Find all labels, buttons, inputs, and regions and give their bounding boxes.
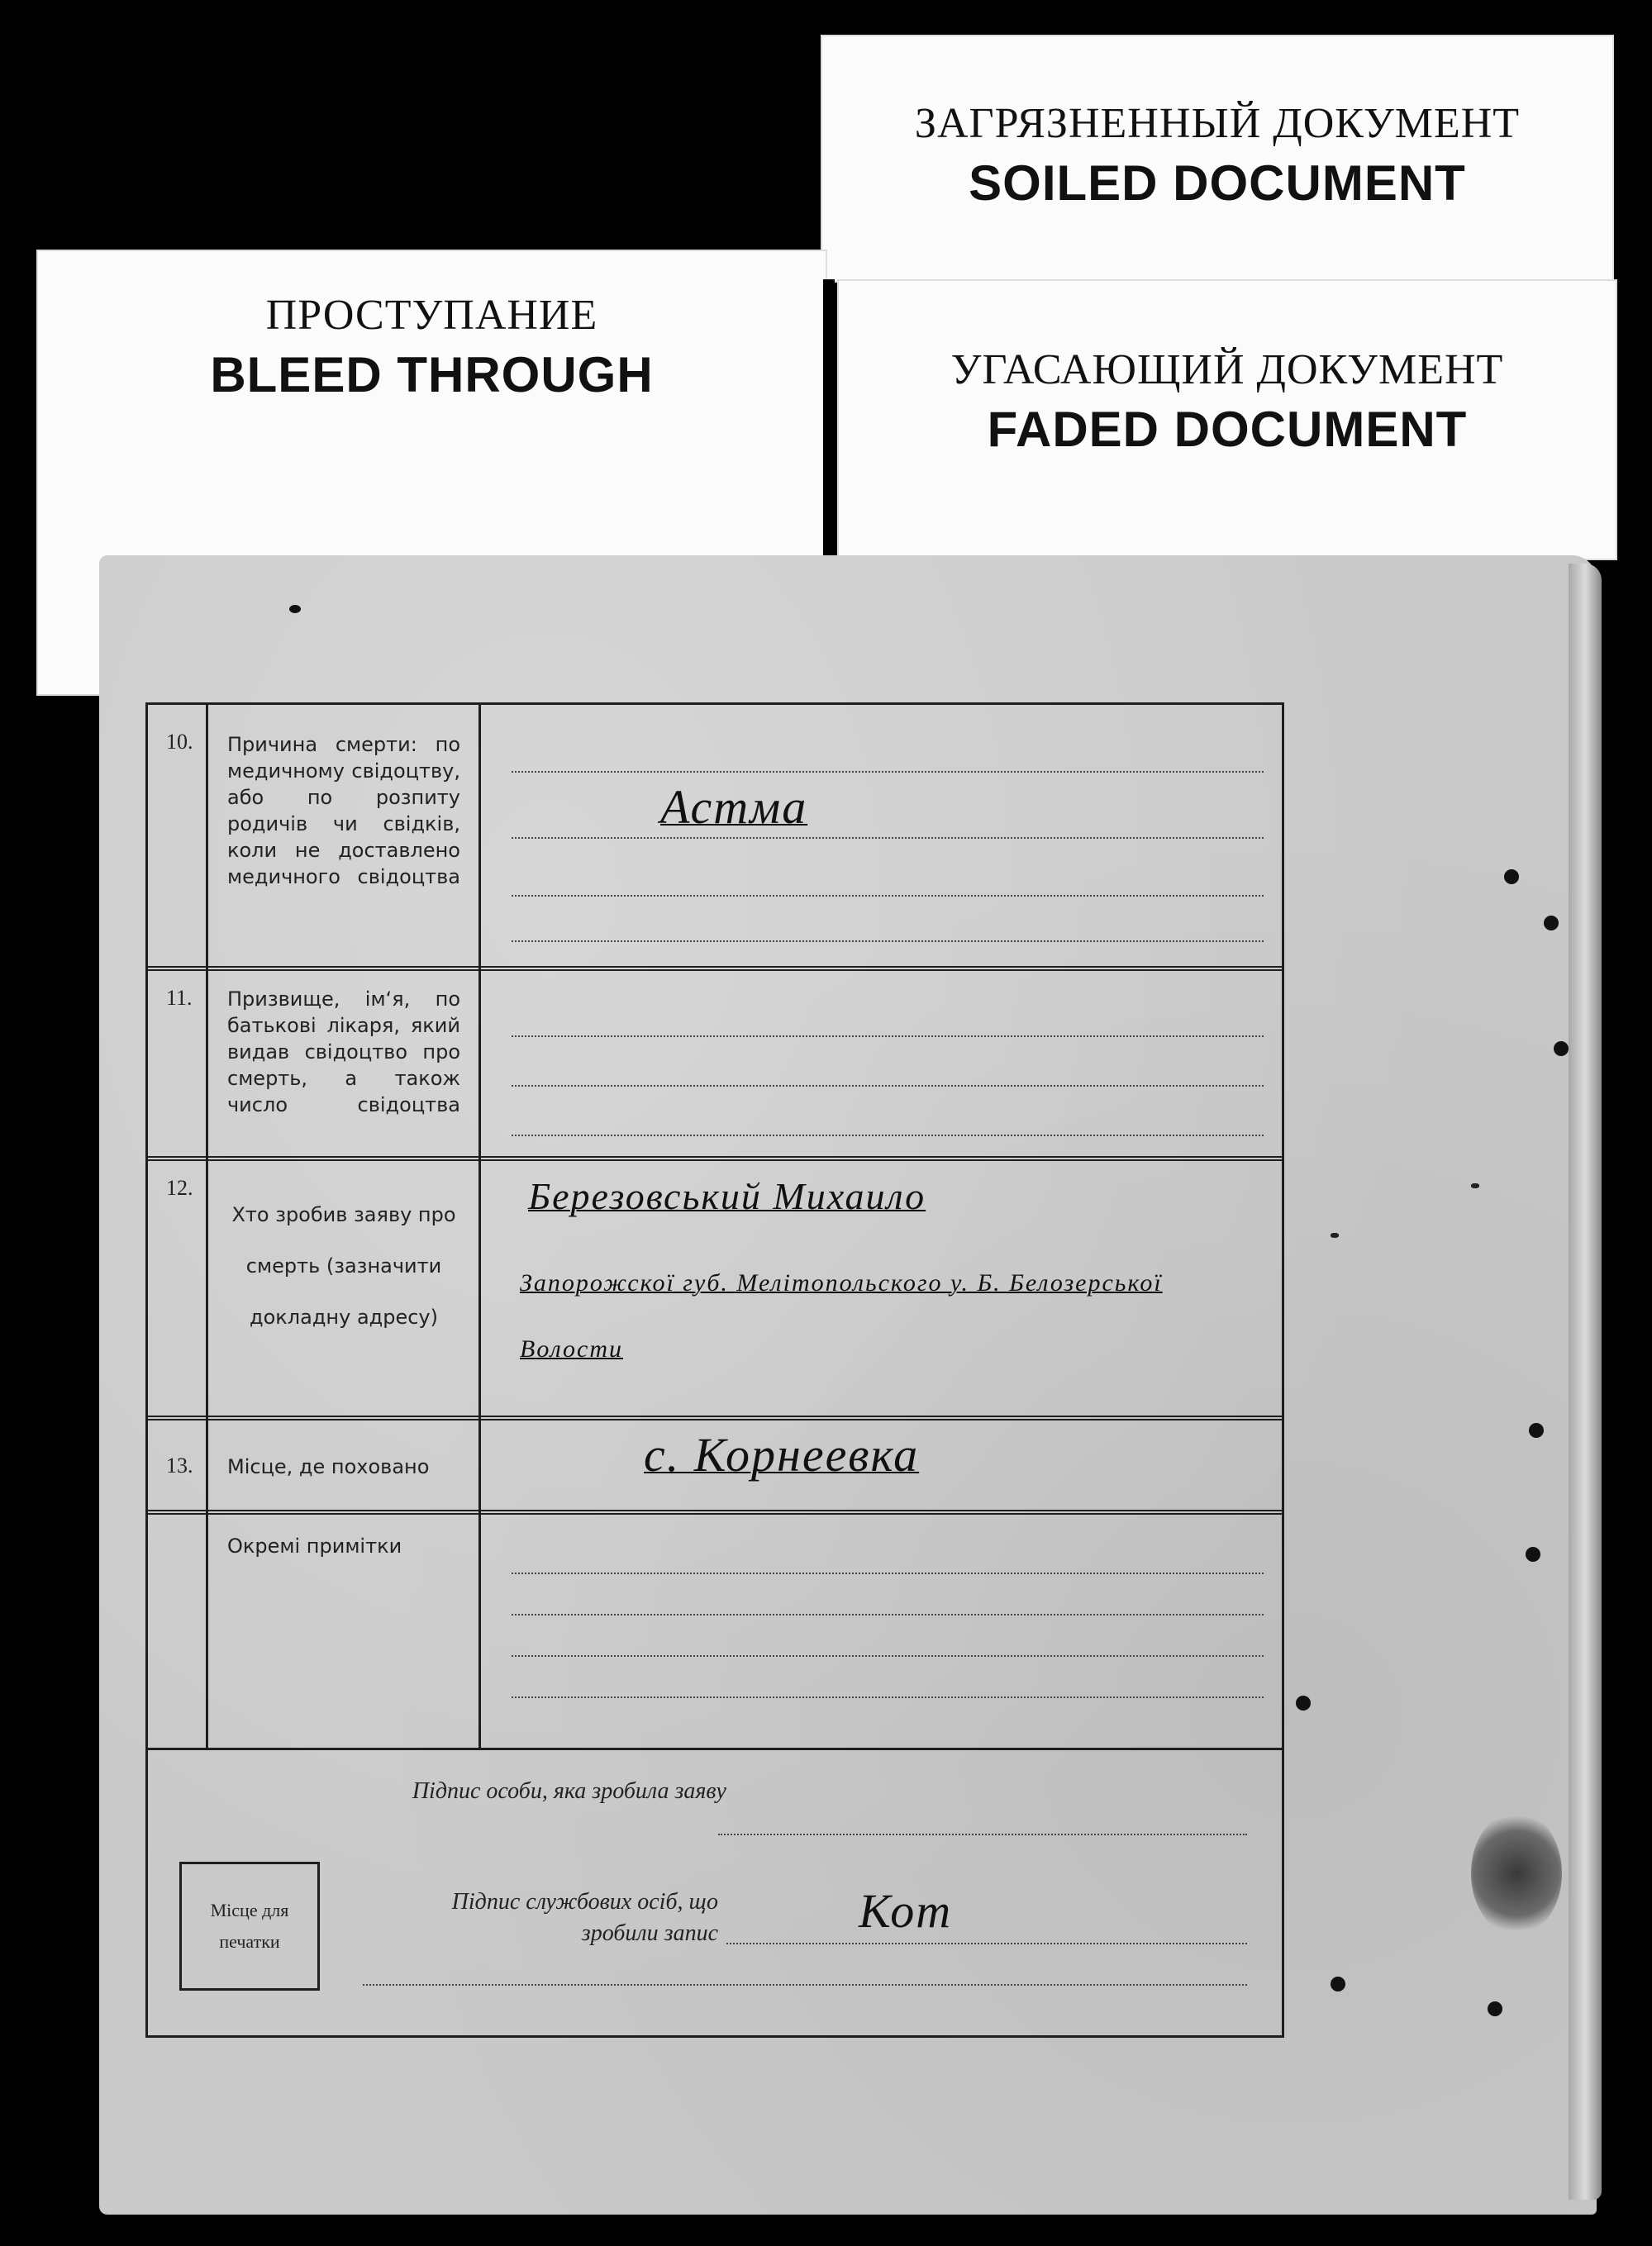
row-11-line xyxy=(512,1085,1264,1087)
number-column-rule xyxy=(206,705,208,1749)
officials-signature-line xyxy=(363,1984,1247,1986)
stamp-label-line-2: печатки xyxy=(219,1931,280,1952)
sheet-edge xyxy=(1569,564,1602,2200)
stamp-label-line-1: Місце для xyxy=(210,1900,289,1920)
punch-hole xyxy=(1529,1423,1544,1438)
row-10-line xyxy=(512,940,1264,942)
officials-signature-line xyxy=(726,1943,1247,1944)
row-11-line xyxy=(512,1135,1264,1136)
row-divider xyxy=(148,1748,1282,1750)
punch-hole xyxy=(1554,1041,1569,1056)
faded-document-label xyxy=(837,279,1617,560)
faded-label-en: FADED DOCUMENT xyxy=(987,402,1468,457)
document-sheet xyxy=(99,555,1597,2215)
officials-signature: Кот xyxy=(859,1884,953,1938)
soiled-document-label xyxy=(821,35,1614,283)
stamp-area xyxy=(179,1862,320,1991)
row-10-number: 10. xyxy=(166,730,193,754)
soiled-label-en: SOILED DOCUMENT xyxy=(969,155,1466,211)
remarks-line xyxy=(512,1696,1264,1698)
stain xyxy=(1471,1811,1562,1935)
row-12-entry-line-1: Березовський Михаило xyxy=(528,1175,926,1217)
punch-hole xyxy=(1544,916,1559,930)
row-11-number: 11. xyxy=(166,986,193,1010)
punch-hole xyxy=(1526,1547,1540,1562)
remarks-line xyxy=(512,1655,1264,1657)
remarks-line xyxy=(512,1573,1264,1574)
ink-spot xyxy=(289,605,301,613)
row-10-line xyxy=(512,895,1264,897)
punch-hole xyxy=(1488,2001,1502,2016)
officials-signature-label: Підпис службових осіб, що зробили запис xyxy=(451,1889,718,1946)
row-10-line xyxy=(512,771,1264,773)
applicant-signature-label: Підпис особи, яка зробила заяву xyxy=(412,1778,726,1804)
punch-hole xyxy=(1504,869,1519,884)
remarks-description: Окремі примітки xyxy=(227,1535,402,1558)
label-separator xyxy=(823,279,835,560)
row-divider xyxy=(148,1416,1282,1420)
row-12-number: 12. xyxy=(166,1176,193,1200)
faded-label-ru: УГАСАЮЩИЙ ДОКУМЕНТ xyxy=(950,346,1504,393)
bleed-label-ru: ПРОСТУПАНИЕ xyxy=(265,292,598,339)
ink-spot xyxy=(1471,1183,1479,1188)
row-13-number: 13. xyxy=(166,1454,193,1478)
row-11-line xyxy=(512,1035,1264,1037)
row-12-description: Хто зробив заяву про смерть (зазначити докладну адресу) xyxy=(231,1203,456,1329)
row-divider xyxy=(148,966,1282,971)
death-record-form xyxy=(145,702,1284,2038)
row-10-entry: Астма xyxy=(660,780,808,834)
soiled-label-ru: ЗАГРЯЗНЕННЫЙ ДОКУМЕНТ xyxy=(914,100,1521,147)
ink-spot xyxy=(1331,1233,1339,1238)
punch-hole xyxy=(1296,1696,1311,1711)
row-divider xyxy=(148,1510,1282,1515)
description-column-rule xyxy=(478,705,481,1749)
row-10-line xyxy=(512,837,1264,839)
row-13-description: Місце, де поховано xyxy=(227,1455,430,1478)
row-12-entry-line-2: Запорожскої губ. Мелітопольского у. Б. Белозерської Волости xyxy=(520,1269,1163,1363)
bleed-label-en: BLEED THROUGH xyxy=(210,347,654,402)
row-11-description: Призвище, ім‘я, по батькові лікаря, який видав свідоцтво про смерть, а також число свідоцтва xyxy=(227,987,460,1116)
row-13-entry: с. Корнеевка xyxy=(644,1428,920,1482)
remarks-line xyxy=(512,1614,1264,1616)
row-divider xyxy=(148,1156,1282,1161)
applicant-signature-line xyxy=(718,1834,1247,1835)
punch-hole xyxy=(1331,1977,1345,1991)
row-10-description: Причина смерти: по медичному свідоцтву, або по розпиту родичів чи свідків, коли не доставлено медичного свідоцтва xyxy=(227,733,460,888)
